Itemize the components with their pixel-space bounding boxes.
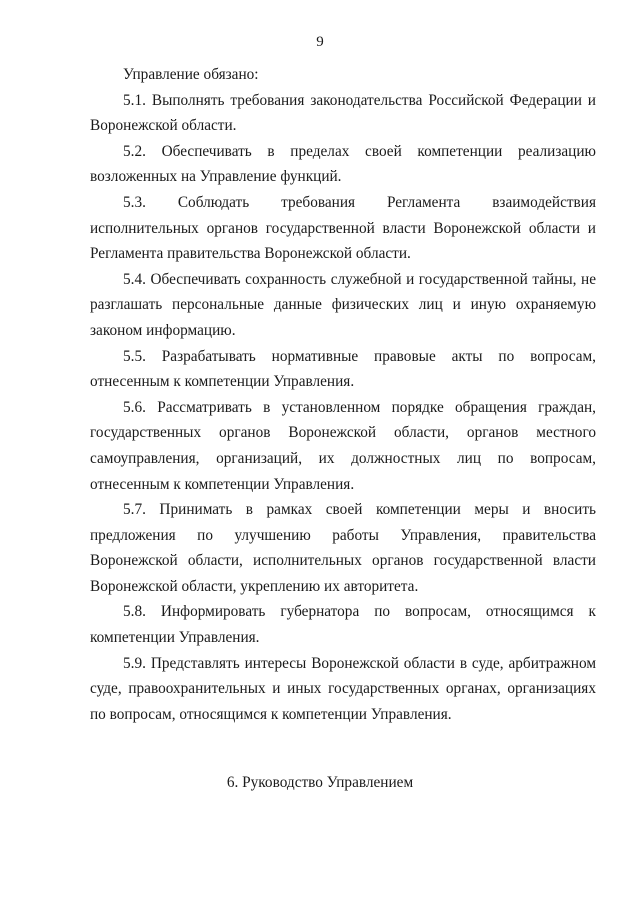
page-number: 9 xyxy=(316,34,324,50)
paragraph-5-5: 5.5. Разрабатывать нормативные правовые акты по вопросам, отнесенным к компетенции Управления. xyxy=(90,347,596,391)
paragraph-5-1: 5.1. Выполнять требования законодательства Российской Федерации и Воронежской области. xyxy=(90,91,596,135)
paragraph-5-2: 5.2. Обеспечивать в пределах своей компетенции реализацию возложенных на Управление функций. xyxy=(90,142,596,186)
paragraph-5-9: 5.9. Представлять интересы Воронежской области в суде, арбитражном суде, правоохранительных и иных государственных органах, организациях по вопросам, относящимся к компетенции Управления. xyxy=(90,654,596,723)
paragraph-5-7: 5.7. Принимать в рамках своей компетенции меры и вносить предложения по улучшению работы Управления, правительства Воронежской области, исполнительных органов государственной власти Воронежской области, укреплению их авторитета. xyxy=(90,501,596,595)
section-heading: 6. Руководство Управлением xyxy=(226,774,414,791)
document-body xyxy=(90,62,596,727)
intro-paragraph: Управление обязано: xyxy=(123,66,259,83)
paragraph-5-8: 5.8. Информировать губернатора по вопросам, относящимся к компетенции Управления. xyxy=(90,603,596,647)
paragraph-5-4: 5.4. Обеспечивать сохранность служебной и государственной тайны, не разглашать персональные данные физических лиц и иную охраняемую законом информацию. xyxy=(90,270,596,339)
paragraph-5-6: 5.6. Рассматривать в установленном порядке обращения граждан, государственных органов Воронежской области, органов местного самоуправления, организаций, их должностных лиц по вопросам, отнесенным к компетенции Управления. xyxy=(90,398,596,493)
paragraph-5-3: 5.3. Соблюдать требования Регламента взаимодействия исполнительных органов государственной власти Воронежской области и Регламента правительства Воронежской области. xyxy=(90,193,596,263)
